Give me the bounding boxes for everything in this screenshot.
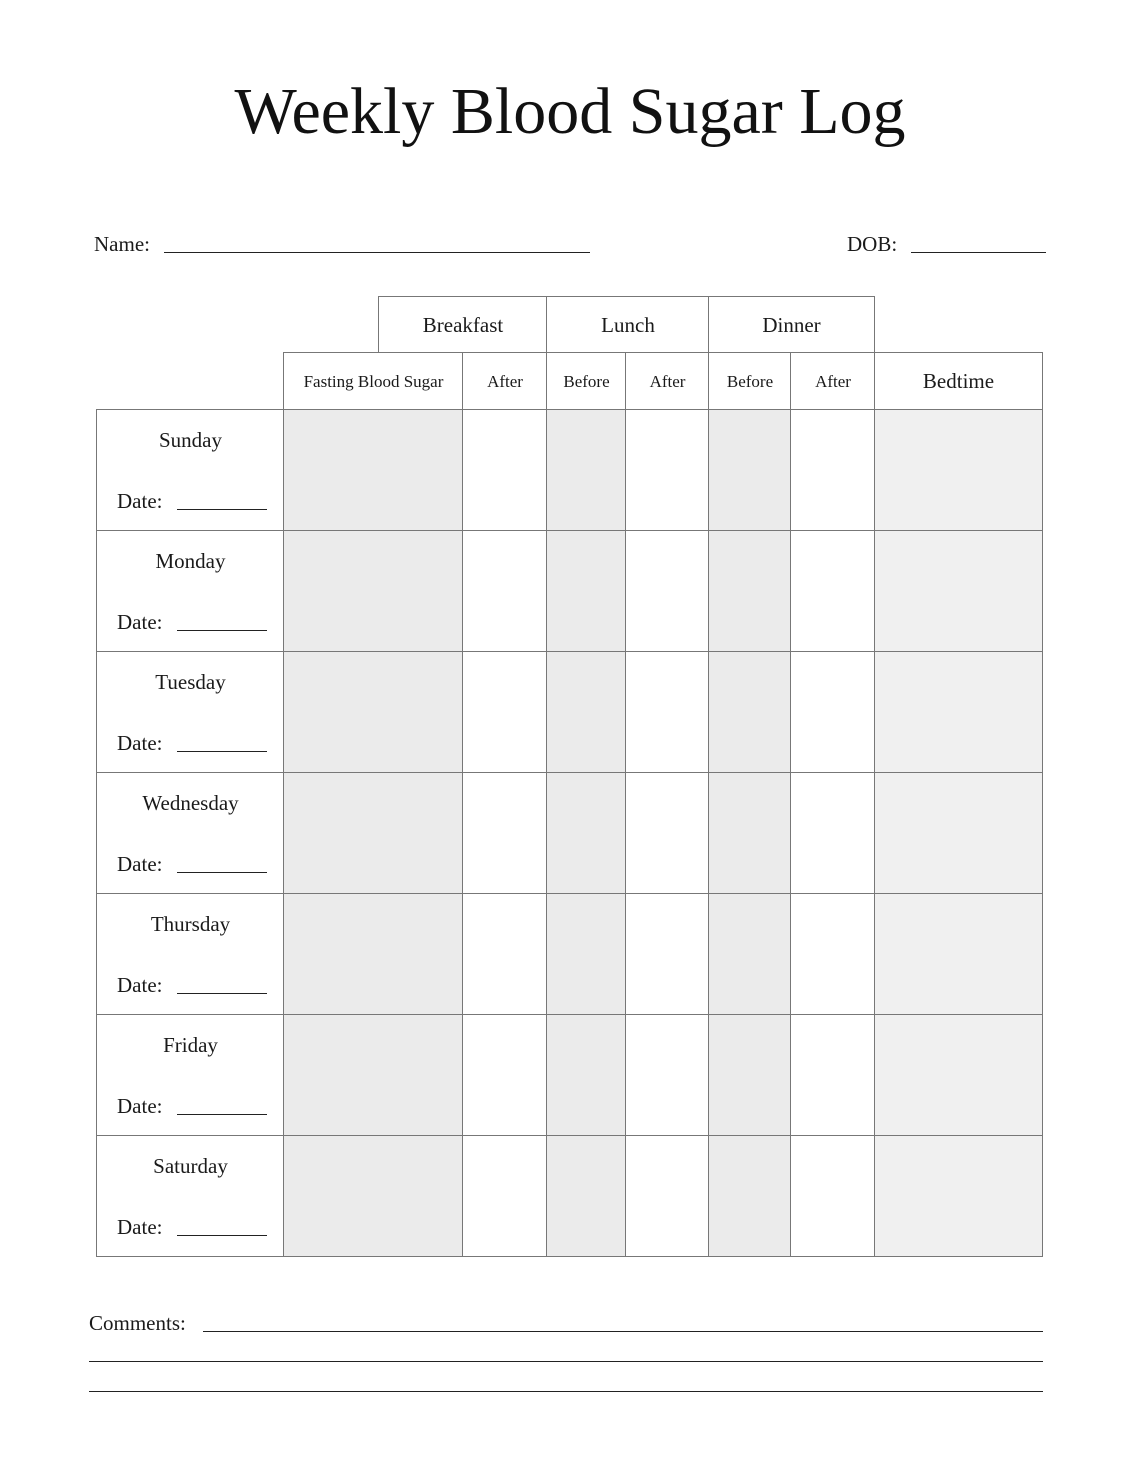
date-label: Date:: [117, 1215, 163, 1239]
day-name: Wednesday: [142, 791, 239, 815]
day-label-cell: [96, 1014, 284, 1135]
name-field[interactable]: [164, 252, 590, 253]
date-field[interactable]: [177, 1114, 267, 1115]
cell-dinner-after[interactable]: [790, 530, 875, 651]
cell-dinner-before[interactable]: [708, 1014, 791, 1135]
comments-line-3[interactable]: [89, 1391, 1043, 1392]
log-table: [96, 409, 1043, 1256]
date-label: Date:: [117, 1094, 163, 1118]
day-label-cell: [96, 651, 284, 772]
meal-group-breakfast: Breakfast: [378, 296, 547, 353]
date-field[interactable]: [177, 1235, 267, 1236]
date-label: Date:: [117, 610, 163, 634]
day-row-saturday: [96, 1135, 1043, 1256]
name-label: Name:: [94, 232, 150, 256]
cell-breakfast-after[interactable]: [462, 651, 547, 772]
cell-lunch-before[interactable]: [546, 772, 626, 893]
cell-lunch-after[interactable]: [625, 1014, 709, 1135]
cell-dinner-after[interactable]: [790, 1014, 875, 1135]
date-label: Date:: [117, 731, 163, 755]
day-name: Friday: [163, 1033, 218, 1057]
day-row-monday: [96, 530, 1043, 651]
date-field[interactable]: [177, 872, 267, 873]
day-name: Sunday: [159, 428, 222, 452]
dob-label: DOB:: [847, 232, 898, 256]
cell-fasting[interactable]: [283, 893, 463, 1014]
cell-bedtime[interactable]: [874, 409, 1043, 530]
day-row-sunday: [96, 409, 1043, 530]
cell-dinner-after[interactable]: [790, 651, 875, 772]
cell-lunch-before[interactable]: [546, 530, 626, 651]
comments-line-2[interactable]: [89, 1361, 1043, 1362]
col-lunch-before: Before: [546, 352, 626, 410]
page-title: Weekly Blood Sugar Log: [234, 75, 906, 148]
col-fasting: Fasting Blood Sugar: [283, 352, 463, 410]
cell-breakfast-after[interactable]: [462, 409, 547, 530]
day-name: Monday: [155, 549, 226, 573]
cell-bedtime[interactable]: [874, 893, 1043, 1014]
cell-fasting[interactable]: [283, 530, 463, 651]
cell-dinner-after[interactable]: [790, 772, 875, 893]
date-label: Date:: [117, 852, 163, 876]
day-name: Thursday: [150, 912, 231, 936]
cell-lunch-after[interactable]: [625, 893, 709, 1014]
date-label: Date:: [117, 489, 163, 513]
col-dinner-before: Before: [708, 352, 791, 410]
meal-group-dinner: Dinner: [708, 296, 875, 353]
day-row-tuesday: [96, 651, 1043, 772]
cell-bedtime[interactable]: [874, 530, 1043, 651]
col-breakfast-after: After: [462, 352, 547, 410]
day-label-cell: [96, 893, 284, 1014]
cell-dinner-after[interactable]: [790, 409, 875, 530]
cell-lunch-before[interactable]: [546, 651, 626, 772]
cell-bedtime[interactable]: [874, 1014, 1043, 1135]
cell-fasting[interactable]: [283, 772, 463, 893]
day-name: Tuesday: [155, 670, 226, 694]
cell-breakfast-after[interactable]: [462, 530, 547, 651]
cell-fasting[interactable]: [283, 1135, 463, 1257]
cell-dinner-before[interactable]: [708, 530, 791, 651]
col-dinner-after: After: [790, 352, 875, 410]
cell-dinner-before[interactable]: [708, 893, 791, 1014]
col-lunch-after: After: [625, 352, 709, 410]
meal-group-lunch: Lunch: [546, 296, 709, 353]
comments-line-1[interactable]: [203, 1331, 1043, 1332]
cell-fasting[interactable]: [283, 651, 463, 772]
cell-dinner-before[interactable]: [708, 772, 791, 893]
cell-lunch-before[interactable]: [546, 893, 626, 1014]
comments-label: Comments:: [89, 1311, 186, 1335]
day-label-cell: [96, 772, 284, 893]
day-row-friday: [96, 1014, 1043, 1135]
cell-dinner-before[interactable]: [708, 409, 791, 530]
cell-lunch-after[interactable]: [625, 409, 709, 530]
cell-lunch-before[interactable]: [546, 1135, 626, 1257]
cell-breakfast-after[interactable]: [462, 1014, 547, 1135]
date-field[interactable]: [177, 993, 267, 994]
cell-bedtime[interactable]: [874, 1135, 1043, 1257]
cell-breakfast-after[interactable]: [462, 893, 547, 1014]
cell-bedtime[interactable]: [874, 651, 1043, 772]
cell-breakfast-after[interactable]: [462, 1135, 547, 1257]
col-bedtime: Bedtime: [874, 352, 1043, 410]
cell-dinner-after[interactable]: [790, 893, 875, 1014]
day-label-cell: [96, 1135, 284, 1257]
date-field[interactable]: [177, 751, 267, 752]
cell-dinner-after[interactable]: [790, 1135, 875, 1257]
day-label-cell: [96, 409, 284, 530]
cell-bedtime[interactable]: [874, 772, 1043, 893]
cell-fasting[interactable]: [283, 1014, 463, 1135]
cell-lunch-after[interactable]: [625, 1135, 709, 1257]
cell-lunch-after[interactable]: [625, 651, 709, 772]
day-label-cell: [96, 530, 284, 651]
day-name: Saturday: [153, 1154, 228, 1178]
cell-lunch-before[interactable]: [546, 409, 626, 530]
cell-lunch-before[interactable]: [546, 1014, 626, 1135]
cell-breakfast-after[interactable]: [462, 772, 547, 893]
dob-field[interactable]: [911, 252, 1046, 253]
cell-dinner-before[interactable]: [708, 1135, 791, 1257]
date-field[interactable]: [177, 630, 267, 631]
day-row-thursday: [96, 893, 1043, 1014]
cell-fasting[interactable]: [283, 409, 463, 530]
date-label: Date:: [117, 973, 163, 997]
cell-lunch-after[interactable]: [625, 530, 709, 651]
cell-lunch-after[interactable]: [625, 772, 709, 893]
cell-dinner-before[interactable]: [708, 651, 791, 772]
day-row-wednesday: [96, 772, 1043, 893]
date-field[interactable]: [177, 509, 267, 510]
